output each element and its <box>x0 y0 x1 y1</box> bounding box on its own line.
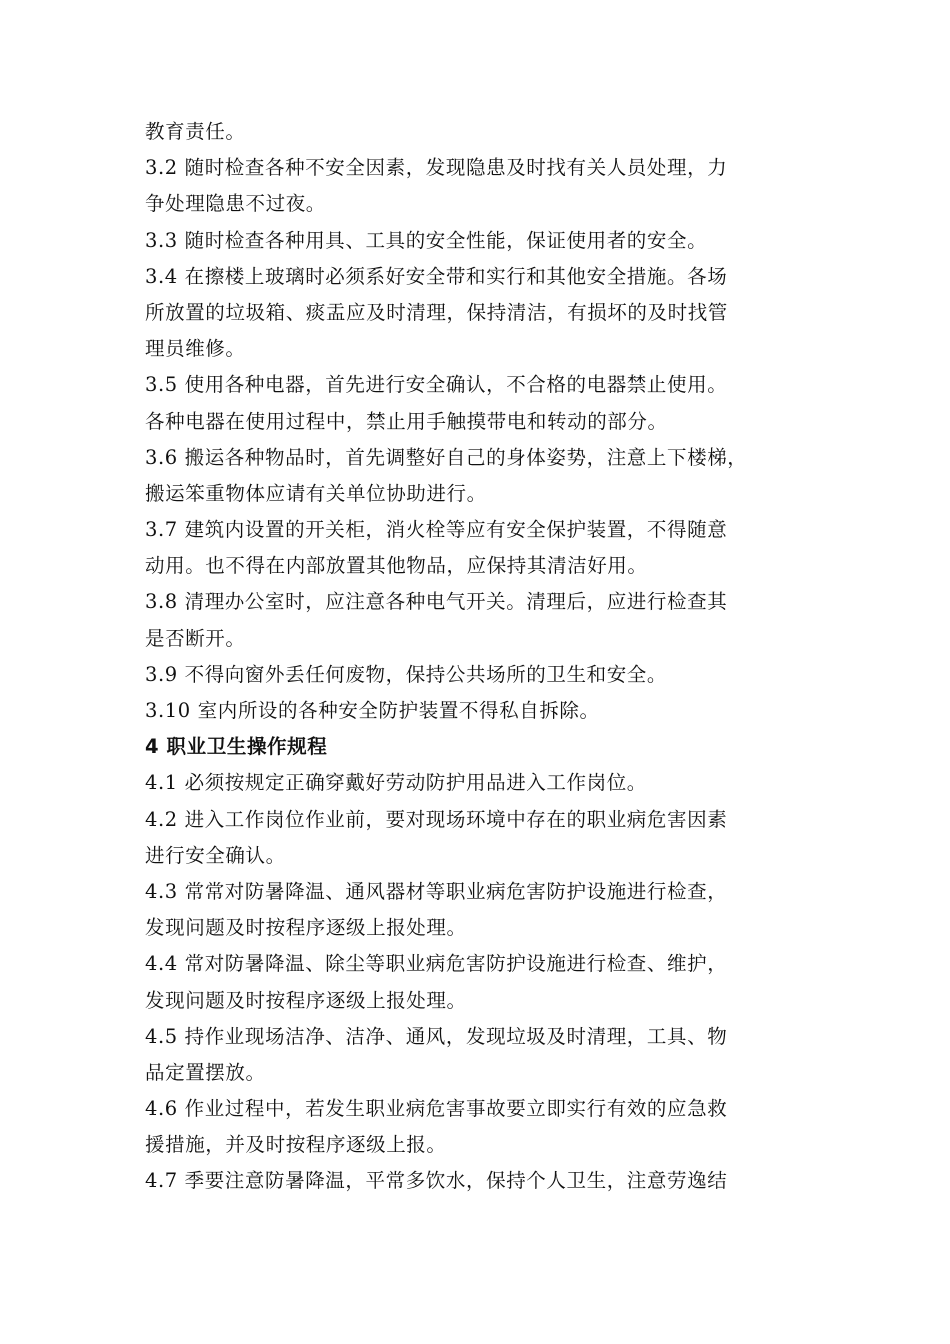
text-line: 所放置的垃圾箱、痰盂应及时清理，保持清洁，有损坏的及时找管 <box>145 300 728 324</box>
text-line: 是否断开。 <box>145 626 246 650</box>
text-line: 3.9 不得向窗外丢任何废物，保持公共场所的卫生和安全。 <box>145 662 668 686</box>
text-line: 发现问题及时按程序逐级上报处理。 <box>145 916 467 940</box>
text-line: 3.5 使用各种电器，首先进行安全确认，不合格的电器禁止使用。 <box>145 373 728 397</box>
text-line: 4.5 持作业现场洁净、洁净、通风，发现垃圾及时清理，工具、物 <box>145 1024 728 1048</box>
text-line: 3.4 在擦楼上玻璃时必须系好安全带和实行和其他安全措施。各场 <box>145 264 728 288</box>
text-line: 3.3 随时检查各种用具、工具的安全性能，保证使用者的安全。 <box>145 228 708 252</box>
document-body <box>145 114 825 1200</box>
text-line: 4.3 常常对防暑降温、通风器材等职业病危害防护设施进行检查， <box>145 879 728 903</box>
text-line: 进行安全确认。 <box>145 843 286 867</box>
text-line: 3.10 室内所设的各种安全防护装置不得私自拆除。 <box>145 699 600 722</box>
text-line: 援措施，并及时按程序逐级上报。 <box>145 1133 447 1157</box>
text-line: 动用。也不得在内部放置其他物品，应保持其清洁好用。 <box>145 554 648 578</box>
text-line: 3.6 搬运各种物品时，首先调整好自己的身体姿势，注意上下楼梯， <box>145 445 748 469</box>
text-line: 品定置摆放。 <box>145 1060 266 1084</box>
text-line: 4.6 作业过程中，若发生职业病危害事故要立即实行有效的应急救 <box>145 1097 728 1121</box>
text-line: 发现问题及时按程序逐级上报处理。 <box>145 988 467 1012</box>
text-line: 教育责任。 <box>145 120 246 143</box>
text-line: 3.7 建筑内设置的开关柜，消火栓等应有安全保护装置，不得随意 <box>145 518 728 542</box>
section-heading: 4 职业卫生操作规程 <box>145 735 328 759</box>
text-line: 搬运笨重物体应请有关单位协助进行。 <box>145 481 487 505</box>
text-line: 4.2 进入工作岗位作业前，要对现场环境中存在的职业病危害因素 <box>145 807 728 831</box>
text-line: 理员维修。 <box>145 337 246 361</box>
text-line: 4.7 季要注意防暑降温，平常多饮水，保持个人卫生，注意劳逸结 <box>145 1169 728 1193</box>
text-line: 各种电器在使用过程中，禁止用手触摸带电和转动的部分。 <box>145 409 668 433</box>
text-line: 4.4 常对防暑降温、除尘等职业病危害防护设施进行检查、维护， <box>145 952 728 976</box>
text-line: 4.1 必须按规定正确穿戴好劳动防护用品进入工作岗位。 <box>145 771 647 795</box>
text-line: 争处理隐患不过夜。 <box>145 192 326 216</box>
text-line: 3.2 随时检查各种不安全因素，发现隐患及时找有关人员处理，力 <box>145 156 728 180</box>
text-line: 3.8 清理办公室时，应注意各种电气开关。清理后，应进行检查其 <box>145 590 728 614</box>
